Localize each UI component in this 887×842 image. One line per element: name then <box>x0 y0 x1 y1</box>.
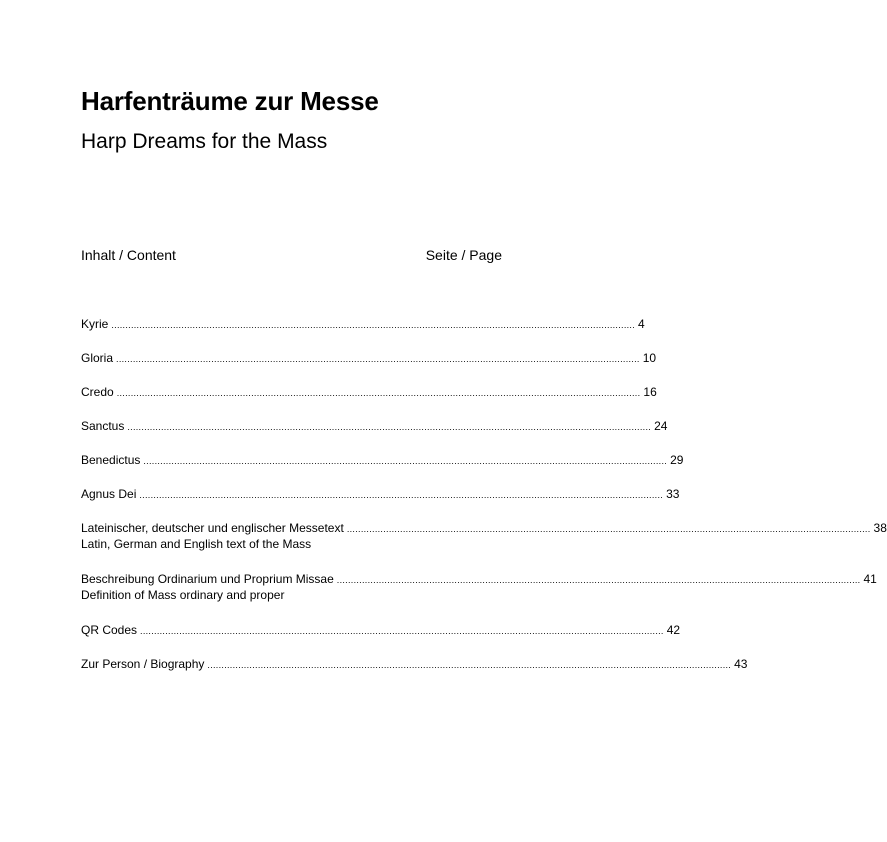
dot-leader: ........................................................................................................................................................................................... <box>143 456 668 466</box>
toc-entry-biography[interactable] <box>81 656 748 672</box>
toc-entry-label: Benedictus <box>81 453 141 467</box>
toc-entry-kyrie[interactable] <box>81 316 645 332</box>
toc-entry-page: 41 <box>863 572 877 586</box>
toc-entry-sublabel: Definition of Mass ordinary and proper <box>81 588 285 602</box>
toc-heading-content: Inhalt / Content <box>81 247 176 263</box>
toc-entry-label: QR Codes <box>81 623 138 637</box>
toc-entry-credo[interactable] <box>81 384 657 400</box>
toc-entry-label: Kyrie <box>81 317 109 331</box>
dot-leader: ........................................................................................................................................................................................... <box>140 626 664 636</box>
toc-heading-page: Seite / Page <box>425 247 502 263</box>
toc-entry-label: Sanctus <box>81 419 125 433</box>
toc-entry-page: 43 <box>734 657 748 671</box>
dot-leader: ........................................................................................................................................................................................... <box>127 422 652 432</box>
toc-entry-page: 38 <box>873 521 887 535</box>
toc-entry-page: 16 <box>643 385 657 399</box>
document-subtitle: Harp Dreams for the Mass <box>81 130 328 153</box>
dot-leader: ........................................................................................................................................................................................... <box>336 575 861 585</box>
toc-entry-sanctus[interactable] <box>81 418 668 434</box>
toc-entry-gloria[interactable] <box>81 350 657 366</box>
toc-entry-qr-codes[interactable] <box>81 622 681 638</box>
toc-entry-page: 42 <box>666 623 681 637</box>
toc-entry-mass-definition[interactable] <box>81 571 877 603</box>
toc-entry-mass-text[interactable] <box>81 520 887 552</box>
dot-leader: ........................................................................................................................................................................................... <box>346 524 871 534</box>
toc-entry-agnus-dei[interactable] <box>81 486 680 502</box>
toc-entry-label: Beschreibung Ordinarium und Proprium Missae <box>81 572 334 586</box>
dot-leader: ........................................................................................................................................................................................... <box>111 320 636 330</box>
toc-header <box>81 246 502 264</box>
toc-entry-label: Lateinischer, deutscher und englischer Messetext <box>81 521 344 535</box>
toc-entry-label: Agnus Dei <box>81 487 137 501</box>
toc-entry-label: Zur Person / Biography <box>81 657 205 671</box>
dot-leader: ........................................................................................................................................................................................... <box>139 490 664 500</box>
toc-entry-benedictus[interactable] <box>81 452 684 468</box>
dot-leader: ........................................................................................................................................................................................... <box>116 388 641 398</box>
toc-entry-page: 4 <box>638 317 645 331</box>
toc-entry-label: Credo <box>81 385 114 399</box>
dot-leader: ........................................................................................................................................................................................... <box>116 354 640 364</box>
toc-entry-page: 10 <box>642 351 657 365</box>
toc-entry-page: 29 <box>670 453 684 467</box>
toc-entry-page: 24 <box>654 419 668 433</box>
document-title: Harfenträume zur Messe <box>81 86 379 116</box>
dot-leader: ........................................................................................................................................................................................... <box>207 660 732 670</box>
toc-entry-label: Gloria <box>81 351 114 365</box>
toc-entry-sublabel: Latin, German and English text of the Mass <box>81 537 312 551</box>
toc-entry-page: 33 <box>666 487 680 501</box>
